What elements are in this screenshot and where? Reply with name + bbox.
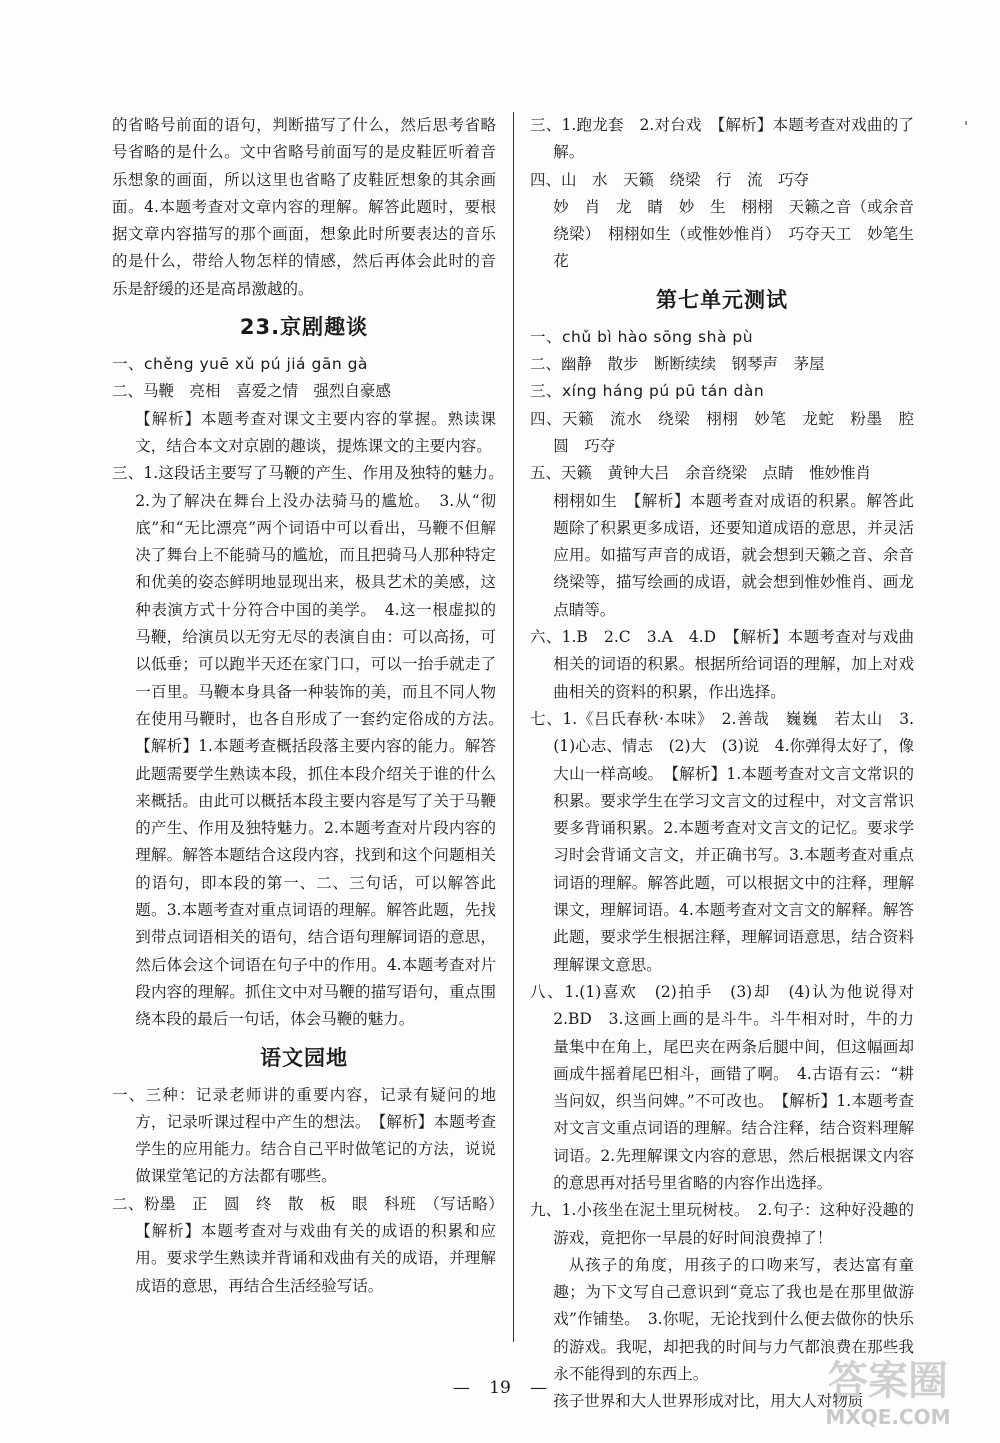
- test-answer-7: 七、1.《吕氏春秋·本味》 2.善哉 巍巍 若太山 3.(1)心志、情志 (2)大 (3)说 4.你弹得太好了，像大山一样高峻。 【解析】1.本题考查对文言文常识的积累。要求学生在学习文言文的过程中，对文言常识要多背诵积累。2.本题考查对文言文的记忆。要求学习时会背诵文言文，并正确书写。3.本题考查对重点词语的理解。解答此题，可以根据文中的注释，理解课文，理解词语。4.本题考查对文言文的解释。解答此题，要求学生根据注释，理解词语意思，结合资料理解课文意思。: [530, 709, 914, 974]
- test-answer-3: 三、xíng háng pú pū tán dàn: [530, 382, 765, 401]
- answer-3: 三、1.这段话主要写了马鞭的产生、作用及独特的魅力。 2.为了解决在舞台上没办法骑马的尴尬。 3.从“彻底”和“无比漂亮”两个词语中可以看出，马鞭不但解决了舞台上不能骑马的尴尬，而且把骑马人那种特定和优美的姿态鲜明地显现出来，极具艺术的美感，这种表演方式十分符合中国的美学。 4.这一根虚拟的马鞭，给演员以无穷无尽的表演自由：可以高扬，可以低垂；可以跑半天还在家门口，可以一抬手就走了一百里。马鞭本身具备一种装饰的美，而且不同人物在使用马鞭时，也各自形成了一套约定俗成的方法。 【解析】1.本题考查概括段落主要内容的能力。解答此题需要学生熟读本段，抓住本段介绍关于谁的什么来概括。由此可以概括本段主要内容是写了关于马鞭的产生、作用及独特魅力。2.本题考查对片段内容的理解。解答本题结合这段内容，找到和这个问题相关的语句，即本段的第一、二、三句话，可以解答此题。3.本题考查对重点词语的理解。解答此题，先找到带点词语相关的语句，结合语句理解词语的意思，然后体会这个词语在句子中的作用。4.本题考查对片段内容的理解。抓住文中对马鞭的描写语句，重点围绕本段的最后一句话，体会马鞭的魅力。: [112, 464, 512, 1029]
- yuandi-answer-1: 一、三种：记录老师讲的重要内容，记录有疑问的地方，记录听课过程中产生的想法。 【解析】本题考查学生的应用能力。结合自己平时做笔记的方法，说说做课堂笔记的方法都有哪些。: [112, 1085, 496, 1186]
- test-answer-6: 六、1.B 2.C 3.A 4.D 【解析】本题考查对与戏曲相关的词语的积累。根据所给词语的理解，加上对戏曲相关的资料的积累，作出选择。: [530, 628, 914, 701]
- yuandi-answer-2: 二、粉墨 正 圆 终 散 板 眼 科班 （写话略） 【解析】本题考查对与戏曲有关的成语的积累和应用。要求学生熟读并背诵和戏曲有关的成语，并理解成语的意思，再结合生活经验写话。: [112, 1194, 512, 1295]
- answer-4-right: 四、山 水 天籁 绕梁 行 流 巧夺: [530, 170, 810, 189]
- test-answer-5: 五、天籁 黄钟大吕 余音绕梁 点睛 惟妙惟肖: [530, 464, 872, 483]
- test-answer-1: 一、chǔ bì hào sōng shà pù: [530, 327, 754, 346]
- watermark: [808, 1350, 968, 1430]
- watermark-sub: MXQE.COM: [825, 1405, 951, 1429]
- answer-2-explanation: 【解析】本题考查对课文主要内容的掌握。熟读课文，结合本文对京剧的趣谈，提炼课文的主要内容。: [135, 409, 496, 455]
- left-column: [112, 112, 512, 1300]
- section-title-yuwen-yuandi: 语文园地: [260, 1045, 348, 1070]
- page-number-dash-left: —: [452, 1378, 470, 1398]
- test-answer-8: 八、1.(1)喜欢 (2)拍手 (3)却 (4)认为他说得对 2.BD 3.这画上画的是斗牛。斗牛相对时，牛的力量集中在角上，尾巴夹在两条后腿中间，但这幅画却画成牛摇着尾巴相斗，画错了啊。 4.古语有云：“耕当问奴，织当问婢。”不可改也。 【解析】1.本题考查对文言文重点词语的理解。结合注释，结合资料理解词语。2.先理解课文内容的意思，然后根据课文内容的意思再对括号里省略的内容作出选择。: [530, 982, 930, 1192]
- column-divider: [513, 112, 514, 1342]
- test-answer-9: 九、1.小孩坐在泥土里玩树枝。 2.句子：这种好没趣的游戏，竟把你一早晨的好时间浪费掉了！: [530, 1201, 914, 1247]
- left-continued-paragraph: 的省略号前面的语句，判断描写了什么，然后思考省略号省略的是什么。文中省略号前面写的是皮鞋匠听着音乐想象的画面，所以这里也省略了皮鞋匠想象的其余画面。4.本题考查对文章内容的理解。解答此题时，要根据文章内容描写的那个画面，想象此时所要表达的音乐的是什么，带给人物怎样的情感，然后再体会此时的音乐是舒缓的还是高昂激越的。: [112, 116, 496, 298]
- test-answer-9-tail: 孩子世界和大人世界形成对比，用大人对物质: [553, 1392, 864, 1411]
- answer-4-right-cont: 妙 肖 龙 睛 妙 生 栩栩 天籁之音（或余音绕梁） 栩栩如生（或惟妙惟肖） 巧夺天工 妙笔生花: [553, 197, 914, 271]
- right-column: [530, 112, 930, 1416]
- answer-2: 二、马鞭 亮相 喜爱之情 强烈自豪感: [112, 382, 392, 401]
- answer-3-right: 三、1.跑龙套 2.对台戏 【解析】本题考查对戏曲的了解。: [530, 116, 914, 162]
- test-answer-5-cont: 栩栩如生 【解析】本题考查对成语的积累。解答此题除了积累更多成语，还要知道成语的意思，并灵活应用。如描写声音的成语，就会想到天籁之音、余音绕梁等，描写绘画的成语，就会想到惟妙惟肖、画龙点睛等。: [553, 491, 914, 619]
- page-number-dash-right: —: [530, 1378, 548, 1398]
- section-title-unit7-test: 第七单元测试: [656, 287, 788, 312]
- test-answer-4: 四、天籁 流水 绕梁 栩栩 妙笔 龙蛇 粉墨 腔圆 巧夺: [530, 409, 914, 455]
- test-answer-2: 二、幽静 散步 断断续续 钢琴声 茅屋: [530, 355, 825, 374]
- test-answer-9-cont: 从孩子的角度，用孩子的口吻来写，表达富有童趣；为下文写自己意识到“竟忘了我也是在那里做游戏”作铺垫。 3.你呢，无论找到什么便去做你的快乐的游戏。我呢，却把我的时间与力气都浪费在那些我永不能得到的东西上。: [553, 1255, 914, 1384]
- answer-1: 一、chěng yuē xǔ pú jiá gān gà: [112, 355, 368, 374]
- corner-mark: ': [964, 118, 969, 136]
- page-number-value: 19: [489, 1378, 511, 1398]
- section-title-23: 23.京剧趣谈: [239, 315, 369, 340]
- watermark-main: 答案圈: [828, 1358, 948, 1404]
